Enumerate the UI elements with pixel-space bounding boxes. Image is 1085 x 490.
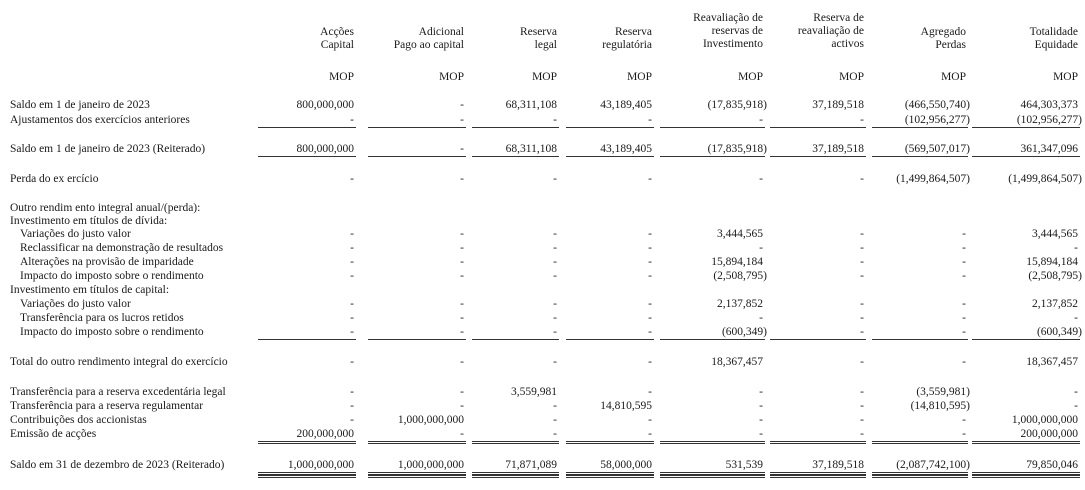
table-cell: 15,894,184 [711, 256, 763, 268]
table-cell: - [962, 428, 966, 440]
table-cell: - [553, 270, 557, 282]
table-cell: 43,189,405 [600, 99, 652, 111]
table-cell: 3,559,981 [511, 386, 557, 398]
table-cell: (2,508,795) [1028, 270, 1082, 282]
row-label: Saldo em 1 de janeiro de 2023 (Reiterado) [10, 143, 206, 155]
table-cell: 361,347,096 [1020, 143, 1078, 155]
underline [368, 127, 466, 128]
table-cell: - [460, 326, 464, 338]
table-cell: 37,189,518 [812, 459, 864, 471]
table-cell: (600,349) [1036, 326, 1082, 338]
table-cell: - [962, 242, 966, 254]
table-cell: 3,444,565 [717, 228, 763, 240]
table-cell: 200,000,000 [1020, 428, 1078, 440]
currency-label: MOP [839, 71, 864, 83]
column-header-line: Reavaliação de [693, 12, 763, 24]
table-cell: - [1074, 312, 1078, 324]
table-cell: - [860, 270, 864, 282]
table-cell: - [350, 400, 354, 412]
column-header-line: Reserva [614, 26, 652, 38]
table-cell: (1,499,864,507) [1008, 173, 1082, 185]
table-cell: - [962, 298, 966, 310]
table-cell: 1,000,000,000 [397, 414, 464, 426]
row-label: Saldo em 1 de janeiro de 2023 [10, 99, 150, 111]
table-cell: - [350, 386, 354, 398]
double-underline [770, 441, 866, 444]
table-cell: - [759, 400, 763, 412]
underline [872, 127, 968, 128]
table-cell: 531,539 [725, 459, 763, 471]
row-label: Transferência para os lucros retidos [20, 312, 184, 324]
table-cell: - [648, 256, 652, 268]
column-header-line: Capital [320, 39, 354, 51]
row-label: Transferência para a reserva regulamentar [10, 400, 204, 412]
currency-label: MOP [941, 71, 966, 83]
table-cell: - [553, 173, 557, 185]
table-cell: 3,444,565 [1032, 228, 1078, 240]
row-label: Emissão de acções [10, 428, 97, 440]
table-cell: - [350, 114, 354, 126]
column-header-line: reservas de [711, 25, 763, 37]
table-cell: - [460, 114, 464, 126]
table-cell: - [553, 428, 557, 440]
table-cell: - [860, 312, 864, 324]
table-cell: 1,000,000,000 [397, 459, 464, 471]
column-header-line: reavaliação de [797, 25, 864, 37]
table-cell: 18,367,457 [711, 356, 763, 368]
table-cell: 79,850,046 [1026, 459, 1078, 471]
table-cell: 14,810,595 [600, 400, 652, 412]
underline [660, 156, 765, 157]
column-header-line: Agregado [920, 26, 966, 38]
column-header-line: Investimento [702, 38, 763, 50]
currency-label: MOP [329, 71, 354, 83]
table-cell: - [553, 242, 557, 254]
table-cell: - [350, 270, 354, 282]
table-cell: - [460, 173, 464, 185]
underline [660, 127, 765, 128]
double-underline [368, 441, 466, 444]
table-cell: - [648, 270, 652, 282]
table-cell: - [648, 173, 652, 185]
row-label: Perda do ex ercício [10, 173, 99, 185]
table-cell: - [350, 228, 354, 240]
column-header-line: Reserva de [813, 12, 864, 24]
underline [872, 339, 968, 340]
table-cell: - [860, 256, 864, 268]
table-cell: - [759, 114, 763, 126]
underline [472, 127, 559, 128]
table-cell: - [460, 242, 464, 254]
table-cell: - [553, 312, 557, 324]
column-header-line: Pago ao capital [393, 39, 464, 51]
table-cell: - [759, 312, 763, 324]
table-cell: - [962, 312, 966, 324]
underline [566, 339, 654, 340]
table-cell: (17,835,918) [707, 143, 767, 155]
underline [660, 339, 765, 340]
row-label: Contribuições dos accionistas [10, 414, 147, 426]
currency-label: MOP [738, 71, 763, 83]
table-cell: - [1074, 242, 1078, 254]
table-cell: - [860, 298, 864, 310]
column-header-line: Equidade [1034, 39, 1078, 51]
column-header-line: activos [831, 38, 864, 50]
currency-label: MOP [532, 71, 557, 83]
table-cell: - [350, 242, 354, 254]
double-underline [660, 475, 765, 478]
table-cell: - [460, 270, 464, 282]
column-header-line: legal [534, 39, 557, 51]
double-underline [472, 441, 559, 444]
double-underline [566, 475, 654, 478]
currency-label: MOP [1053, 71, 1078, 83]
table-cell: - [553, 356, 557, 368]
table-cell: - [648, 312, 652, 324]
double-underline [258, 475, 356, 478]
table-cell: - [648, 428, 652, 440]
table-cell: - [460, 298, 464, 310]
table-cell: 800,000,000 [296, 99, 354, 111]
table-cell: - [460, 312, 464, 324]
row-label: Investimento em títulos de capital: [10, 284, 170, 296]
table-cell: - [962, 326, 966, 338]
table-cell: - [962, 228, 966, 240]
table-cell: 200,000,000 [296, 428, 354, 440]
currency-label: MOP [439, 71, 464, 83]
double-underline [660, 441, 765, 444]
table-cell: - [460, 256, 464, 268]
table-cell: - [860, 356, 864, 368]
table-cell: - [553, 256, 557, 268]
table-cell: 2,137,852 [717, 298, 763, 310]
double-underline [368, 475, 466, 478]
table-cell: - [962, 270, 966, 282]
table-cell: - [1074, 386, 1078, 398]
table-cell: (2,508,795) [713, 270, 767, 282]
double-underline [972, 475, 1080, 478]
table-cell: (600,349) [721, 326, 767, 338]
double-underline [770, 475, 866, 478]
table-cell: 15,894,184 [1026, 256, 1078, 268]
table-cell: - [860, 228, 864, 240]
table-cell: - [350, 298, 354, 310]
table-cell: 1,000,000,000 [1011, 414, 1078, 426]
table-cell: (102,956,277) [904, 114, 970, 126]
underline [258, 127, 356, 128]
table-cell: - [460, 356, 464, 368]
row-label: Impacto do imposto sobre o rendimento [20, 270, 204, 282]
column-header-line: Reserva [519, 26, 557, 38]
table-cell: - [648, 114, 652, 126]
table-cell: 37,189,518 [812, 143, 864, 155]
row-label: Outro rendim ento integral anual/(perda): [10, 202, 201, 214]
row-label: Reclassificar na demonstração de resultados [20, 242, 224, 254]
double-underline [472, 475, 559, 478]
table-cell: - [460, 143, 464, 155]
row-label: Transferência para a reserva excedentária legal [10, 386, 226, 398]
double-underline [872, 475, 968, 478]
underline [472, 156, 559, 157]
table-cell: (569,507,017) [904, 143, 970, 155]
underline [368, 156, 466, 157]
table-cell: - [759, 386, 763, 398]
table-cell: 68,311,108 [505, 143, 557, 155]
table-cell: - [648, 242, 652, 254]
table-cell: - [553, 114, 557, 126]
underline [770, 127, 866, 128]
table-cell: - [962, 256, 966, 268]
underline [872, 156, 968, 157]
underline [770, 156, 866, 157]
underline [972, 339, 1080, 340]
double-underline [972, 441, 1080, 444]
row-label: Saldo em 31 de dezembro de 2023 (Reiterado) [10, 459, 225, 471]
table-cell: 37,189,518 [812, 99, 864, 111]
table-cell: - [860, 242, 864, 254]
row-label: Alterações na provisão de imparidade [20, 256, 194, 268]
table-cell: - [648, 386, 652, 398]
table-cell: (1,499,864,507) [896, 173, 970, 185]
column-header-line: Totalidade [1029, 26, 1078, 38]
table-cell: - [350, 326, 354, 338]
underline [258, 156, 356, 157]
underline [972, 156, 1080, 157]
table-cell: - [648, 298, 652, 310]
table-cell: 68,311,108 [505, 99, 557, 111]
table-cell: - [860, 173, 864, 185]
row-label: Variações do justo valor [20, 298, 131, 310]
table-cell: - [460, 99, 464, 111]
table-cell: - [460, 400, 464, 412]
table-cell: (2,087,742,100) [896, 459, 970, 471]
table-cell: (466,550,740) [904, 99, 970, 111]
underline [472, 339, 559, 340]
table-cell: 18,367,457 [1026, 356, 1078, 368]
table-cell: (3,559,981) [916, 386, 970, 398]
underline [368, 339, 466, 340]
table-cell: - [648, 414, 652, 426]
table-cell: - [350, 356, 354, 368]
underline [566, 156, 654, 157]
table-cell: - [553, 400, 557, 412]
underline [972, 127, 1080, 128]
row-label: Ajustamentos dos exercícios anteriores [10, 114, 190, 126]
table-cell: - [460, 386, 464, 398]
column-header-line: Acções [320, 26, 354, 38]
row-label: Impacto do imposto sobre o rendimento [20, 326, 204, 338]
table-cell: (14,810,595) [910, 400, 970, 412]
table-cell: 800,000,000 [296, 143, 354, 155]
table-cell: - [553, 228, 557, 240]
table-cell: - [962, 356, 966, 368]
table-cell: - [648, 326, 652, 338]
column-header-line: Adicional [418, 26, 464, 38]
table-cell: - [759, 428, 763, 440]
double-underline [566, 441, 654, 444]
row-label: Variações do justo valor [20, 228, 131, 240]
underline [258, 339, 356, 340]
table-cell: 71,871,089 [505, 459, 557, 471]
underline [770, 339, 866, 340]
currency-label: MOP [627, 71, 652, 83]
table-cell: (102,956,277) [1016, 114, 1082, 126]
row-label: Total do outro rendimento integral do exercício [10, 356, 228, 368]
table-cell: - [860, 386, 864, 398]
table-cell: - [350, 312, 354, 324]
table-cell: - [860, 400, 864, 412]
table-cell: - [860, 428, 864, 440]
table-cell: - [553, 326, 557, 338]
table-cell: - [759, 173, 763, 185]
table-cell: - [350, 173, 354, 185]
table-cell: - [759, 242, 763, 254]
table-cell: - [553, 414, 557, 426]
table-cell: - [962, 414, 966, 426]
table-cell: (17,835,918) [707, 99, 767, 111]
table-cell: - [553, 298, 557, 310]
table-cell: 464,303,373 [1020, 99, 1078, 111]
underline [566, 127, 654, 128]
double-underline [258, 441, 356, 444]
table-cell: - [860, 414, 864, 426]
column-header-line: Perdas [935, 39, 966, 51]
column-header-line: regulatória [602, 39, 652, 51]
table-cell: - [860, 326, 864, 338]
table-cell: - [860, 114, 864, 126]
row-label: Investimento em títulos de dívida: [10, 215, 168, 227]
double-underline [872, 441, 968, 444]
table-cell: - [648, 356, 652, 368]
table-cell: 2,137,852 [1032, 298, 1078, 310]
table-cell: 1,000,000,000 [287, 459, 354, 471]
table-cell: - [648, 228, 652, 240]
table-cell: 43,189,405 [600, 143, 652, 155]
table-cell: - [350, 256, 354, 268]
table-cell: - [460, 228, 464, 240]
table-cell: 58,000,000 [600, 459, 652, 471]
table-cell: - [759, 414, 763, 426]
table-cell: - [350, 414, 354, 426]
table-cell: - [460, 428, 464, 440]
table-cell: - [1074, 400, 1078, 412]
